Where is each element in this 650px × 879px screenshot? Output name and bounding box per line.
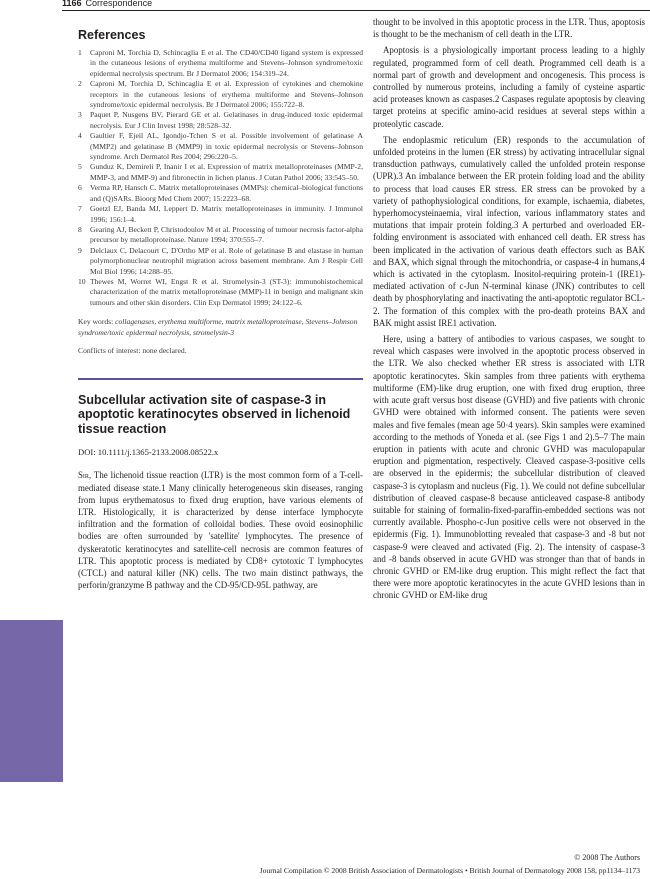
reference-item: 4 Gaultier F, Ejeil AL, Igondjo-Tchen S et al. Possible involvement of gelatinase A (MMP2) and gelatinase B (MMP9) in toxic epidermal necrolysis or Stevens–Johnson syndrome. Arch Dermatol Res 2004; 296:220–5. — [78, 131, 363, 162]
article-divider — [78, 378, 363, 380]
reference-item: 8 Gearing AJ, Beckett P, Christodoulov M et al. Processing of tumour necrosis factor-alpha precursor by metalloproteinase. Nature 1994; 370:555–7. — [78, 224, 363, 245]
article-title: Subcellular activation site of caspase-3 in apoptotic keratinocytes observed in lichenoid tissue reaction — [78, 392, 351, 436]
article-doi: DOI: 10.1111/j.1365-2133.2008.08522.x — [78, 447, 219, 458]
keywords-label: Key words: — [78, 317, 114, 327]
body-paragraph: Apoptosis is a physiologically important process leading to a highly regulated, programmed form of cell death. Programmed cell death is a normal part of growth and development and oncogenesis. This process is controlled by numerous proteins, including a family of cysteine aspartic acid proteases known as caspases.2 Caspases regulate apoptosis by cleaving target proteins at specific amino-acid residues at several steps within a proteolytic cascade. — [373, 45, 645, 129]
reference-item: 9 Delclaux C, Delacourt C, D'Ortho MP et al. Role of gelatinase B and elastase in human polymorphonuclear neutrophil migration across basement membrane. Am J Respir Cell Mol Biol 1996; 14:288–95. — [78, 245, 363, 276]
conflicts-statement: Conflicts of interest: none declared. — [78, 345, 187, 355]
article-opening-paragraph — [78, 469, 363, 591]
left-column — [78, 16, 363, 591]
keywords-text: collagenases, erythema multiforme, matrix metalloproteinase, Stevens–Johnson syndrome/toxic epidermal necrolysis, stromelysin-3 — [78, 317, 358, 337]
body-paragraph: Here, using a battery of antibodies to various caspases, we sought to reveal which caspases were involved in the apoptotic process observed in the LTR. We also checked whether ER stress is associated with LTR apoptotic keratinocytes. Skin samples from three patients with erythema multiforme (EM)-like drug eruption, one with fixed drug eruption, three with acute graft versus host disease (GVHD) and five patients with chronic GVHD were obtained with informed consent. The patients were seven males and five females (mean age 50·4 years). Skin samples were examined according to the methods of Yoneda et al. (see Figs 1 and 2).5–7 The main eruption in patients with acute and chronic GVHD was maculopapular eruption and pigmentation, respectively. Cleaved caspase-3-positive cells are observed in the epidermis; the subcellular distribution of cleaved caspase-3 is cytoplasm and nucleus (Fig. 1). We could not define subcellular distribution of cleaved caspase-8 because anticleaved caspase-8 antibody suitable for staining of formalin-fixed-paraffin-embedded sections was not currently available. Phospho-c-Jun positive cells were not observed in the epidermis (Fig. 1). Immunoblotting revealed that caspase-3 and -8 but not caspase-9 were cleaved and activated (Fig. 2). The intensity of caspase-3 and -8 bands observed in acute GVHD was stronger than that of bands in chronic GVHD or EM-like drug eruption. This might reflect the fact that there were more apoptotic keratinocytes in the acute GVHD lesions than in chronic GVHD or EM-like drug — [373, 334, 645, 601]
footer-journal-line: Journal Compilation © 2008 British Association of Dermatologists • British Journal of Dermatology 2008 158, pp1134–1173 — [259, 866, 640, 875]
section-color-tab — [0, 620, 63, 782]
reference-item: 10 Thewes M, Worret WI, Engst R et al. Stromelysin-3 (ST-3): immunohistochemical characterization of the matrix metalloproteinase (MMP)-11 in benign and malignant skin tumours and other skin disorders. Clin Exp Dermatol 1999; 24:122–6. — [78, 276, 363, 307]
reference-item: 1 Caproni M, Torchia D, Schincaglia E et al. The CD40/CD40 ligand system is expressed in the cutaneous lesions of erythema multiforme and Stevens–Johnson syndrome/toxic epidermal necrolysis spectrum. Br J Dermatol 2006; 154:319–24. — [78, 48, 363, 78]
section-name: Correspondence — [85, 0, 153, 8]
body-paragraph: The endoplasmic reticulum (ER) responds to the accumulation of unfolded proteins in the lumen (ER stress) by activating intracellular signal transduction pathways, cumulatively called the unfolded protein response (UPR).3 An imbalance between the ER protein folding load and the ability to process that load causes ER stress. ER stress can be provoked by a variety of pathophysiological conditions, for example, ischaemia, diabetes, hyperhomocysteinaemia, viral infection, various inflammatory states and mutations that impair protein folding.3 A perturbed and overloaded ER-folding environment is associated with enhanced cell death. ER stress has been implicated in the activation of various death effectors such as BAK and BAX, which signal through the mitochondria, or caspase-4 in humans,4 which is activated in the cytoplasm. Inositol-requiring protein-1 (IRE1)-mediated activation of c-Jun N-terminal kinase (JNK) contributes to cell death by phosphorylating and inactivating the anti-apoptotic regulator BCL-2. The formation of this complex with the pro-death proteins BAX and BAK might assist IRE1 activation. — [373, 134, 645, 328]
reference-list — [78, 48, 363, 308]
page-number: 1166 — [62, 0, 82, 8]
keywords — [78, 317, 363, 338]
salutation: Sir, — [78, 470, 92, 481]
reference-item: 6 Verma RP, Hansch C. Matrix metalloproteinases (MMPs): chemical–biological functions and (Q)SARs. Bioorg Med Chem 2007; 15:2223–68. — [78, 183, 363, 203]
header-rule — [62, 10, 650, 11]
reference-item: 5 Gunduz K, Demireli P, Inanir I et al. Expression of matrix metalloproteinases (MMP-2, MMP-3, and MMP-9) and fibronectin in lichen planus. J Cutan Pathol 2006; 33:545–50. — [78, 162, 363, 182]
running-head — [62, 0, 152, 8]
reference-item: 3 Paquet P, Nusgens BV, Pierard GE et al. Gelatinases in drug-induced toxic epidermal necrolysis. Eur J Clin Invest 1998; 28:528–32. — [78, 110, 363, 130]
references-heading: References — [78, 28, 146, 42]
footer-copyright: © 2008 The Authors — [574, 853, 640, 862]
reference-item: 2 Caproni M, Torchia D, Schincaglia E et al. Expression of cytokines and chemokine receptors in the cutaneous lesions of erythema multiforme and Stevens–Johnson syndrome/toxic epidermal necrolysis. Br J Dermatol 2006; 155:722–8. — [78, 79, 363, 110]
reference-item: 7 Goetzl EJ, Banda MJ, Leppert D. Matrix metalloproteinases in immunity. J Immunol 1996; 156:1–4. — [78, 204, 363, 224]
right-column — [373, 16, 645, 602]
opening-text: The lichenoid tissue reaction (LTR) is the most common form of a T-cell-mediated disease state.1 Many clinically heterogeneous skin diseases, ranging from lupus erythematosus to fixed drug eruption, have various elements of LTR. Histologically, it is characterized by dense interface lymphocyte infiltration and the formation of colloidal bodies. These ovoid eosinophilic bodies are often surrounded by 'satellite' lymphocytes. The presence of dyskeratotic keratinocytes and satellite-cell necrosis are common features of LTR. This apoptotic process is mediated by CD8+ cytotoxic T lymphocytes (CTCL) and natural killer (NK) cells. The two main distinct pathways, the perforin/granzyme B pathway and the CD-95/CD-95L pathway, are — [78, 470, 363, 591]
body-paragraph: thought to be involved in this apoptotic process in the LTR. Thus, apoptosis is thought to be the mechanism of cell death in the LTR. — [373, 17, 645, 40]
